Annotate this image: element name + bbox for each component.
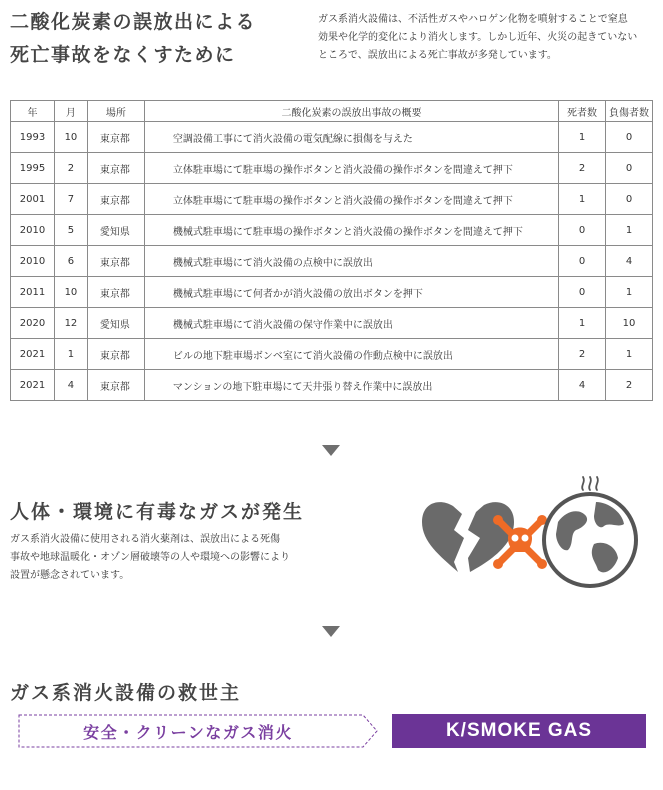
cell-summary: 機械式駐車場にて何者かが消火設備の放出ボタンを押下 xyxy=(144,277,558,308)
cell-month: 4 xyxy=(54,370,87,401)
cell-location: 愛知県 xyxy=(87,215,144,246)
title-line-2: 死亡事故をなくすために xyxy=(10,44,236,66)
desc-line-3: ところで、誤放出による死亡事故が多発しています。 xyxy=(318,50,557,61)
section-title-savior: ガス系消火設備の救世主 xyxy=(10,682,242,704)
cell-deaths: 2 xyxy=(559,153,606,184)
cell-summary: ビルの地下駐車場ボンベ室にて消火設備の作動点検中に誤放出 xyxy=(144,339,558,370)
cell-month: 6 xyxy=(54,246,87,277)
cell-summary: 機械式駐車場にて駐車場の操作ボタンと消火設備の操作ボタンを間違えて押下 xyxy=(144,215,558,246)
cell-month: 5 xyxy=(54,215,87,246)
tag-safe-clean: 安全・クリーンなガス消火 xyxy=(83,722,293,742)
cell-deaths: 1 xyxy=(559,122,606,153)
cell-year: 2020 xyxy=(11,308,55,339)
header-description xyxy=(318,11,658,65)
cell-year: 2010 xyxy=(11,215,55,246)
table-row xyxy=(11,308,653,339)
cell-deaths: 0 xyxy=(559,246,606,277)
table-row xyxy=(11,246,653,277)
cell-month: 10 xyxy=(54,122,87,153)
cell-injured: 2 xyxy=(606,370,653,401)
column-header-year: 年 xyxy=(11,101,55,122)
column-header-deaths: 死者数 xyxy=(559,101,606,122)
title-line-1: 二酸化炭素の誤放出による xyxy=(10,11,257,33)
cell-month: 1 xyxy=(54,339,87,370)
cell-summary: 立体駐車場にて駐車場の操作ボタンと消火設備の操作ボタンを間違えて押下 xyxy=(144,184,558,215)
earth-globe-icon xyxy=(544,494,636,586)
table-row xyxy=(11,215,653,246)
table-row xyxy=(11,153,653,184)
down-triangle-icon xyxy=(322,445,340,456)
section2-desc-line-3: 設置が懸念されています。 xyxy=(10,570,130,581)
cell-summary: 機械式駐車場にて消火設備の保守作業中に誤放出 xyxy=(144,308,558,339)
cell-location: 東京都 xyxy=(87,339,144,370)
table-row xyxy=(11,339,653,370)
table-row xyxy=(11,277,653,308)
hazard-illustration xyxy=(418,472,653,592)
section2-desc-line-2: 事故や地球温暖化・オゾン層破壊等の人や環境への影響により xyxy=(10,552,290,563)
page-title xyxy=(10,6,300,72)
cell-year: 2011 xyxy=(11,277,55,308)
table-row xyxy=(11,184,653,215)
cell-year: 1995 xyxy=(11,153,55,184)
cell-month: 2 xyxy=(54,153,87,184)
cell-year: 2021 xyxy=(11,370,55,401)
cell-year: 2010 xyxy=(11,246,55,277)
cell-injured: 1 xyxy=(606,339,653,370)
cell-injured: 0 xyxy=(606,184,653,215)
section2-desc-line-1: ガス系消火設備に使用される消火薬剤は、誤放出による死傷 xyxy=(10,534,280,545)
desc-line-1: ガス系消火設備は、不活性ガスやハロゲン化物を噴射することで窒息 xyxy=(318,14,628,25)
cell-deaths: 1 xyxy=(559,308,606,339)
cell-month: 7 xyxy=(54,184,87,215)
cell-month: 12 xyxy=(54,308,87,339)
cell-injured: 10 xyxy=(606,308,653,339)
cell-injured: 1 xyxy=(606,215,653,246)
section-description-toxic-gas xyxy=(10,531,320,585)
table-row xyxy=(11,370,653,401)
cell-year: 1993 xyxy=(11,122,55,153)
cell-year: 2021 xyxy=(11,339,55,370)
cell-injured: 4 xyxy=(606,246,653,277)
cell-location: 東京都 xyxy=(87,370,144,401)
tag-product-name: K/SMOKE GAS xyxy=(392,714,646,748)
desc-line-2: 効果や化学的変化により消火します。しかし近年、火災の起きていない xyxy=(318,32,638,43)
cell-location: 東京都 xyxy=(87,277,144,308)
cell-location: 東京都 xyxy=(87,246,144,277)
down-triangle-icon xyxy=(322,626,340,637)
cell-location: 東京都 xyxy=(87,122,144,153)
column-header-location: 場所 xyxy=(87,101,144,122)
cell-summary: マンションの地下駐車場にて天井張り替え作業中に誤放出 xyxy=(144,370,558,401)
cell-summary: 機械式駐車場にて消火設備の点検中に誤放出 xyxy=(144,246,558,277)
cell-injured: 0 xyxy=(606,122,653,153)
cell-year: 2001 xyxy=(11,184,55,215)
column-header-summary: 二酸化炭素の誤放出事故の概要 xyxy=(144,101,558,122)
cell-deaths: 0 xyxy=(559,215,606,246)
cell-summary: 立体駐車場にて駐車場の操作ボタンと消火設備の操作ボタンを間違えて押下 xyxy=(144,153,558,184)
cell-deaths: 2 xyxy=(559,339,606,370)
cell-location: 東京都 xyxy=(87,184,144,215)
table-row xyxy=(11,122,653,153)
cell-injured: 1 xyxy=(606,277,653,308)
section-title-toxic-gas: 人体・環境に有毒なガスが発生 xyxy=(10,501,305,523)
table-header-row xyxy=(11,101,653,122)
cell-deaths: 0 xyxy=(559,277,606,308)
cell-injured: 0 xyxy=(606,153,653,184)
cell-deaths: 4 xyxy=(559,370,606,401)
column-header-month: 月 xyxy=(54,101,87,122)
cell-location: 東京都 xyxy=(87,153,144,184)
cell-deaths: 1 xyxy=(559,184,606,215)
steam-icon xyxy=(582,477,598,490)
column-header-injured: 負傷者数 xyxy=(606,101,653,122)
cell-location: 愛知県 xyxy=(87,308,144,339)
cell-summary: 空調設備工事にて消火設備の電気配線に損傷を与えた xyxy=(144,122,558,153)
incident-table xyxy=(10,100,653,401)
cell-month: 10 xyxy=(54,277,87,308)
